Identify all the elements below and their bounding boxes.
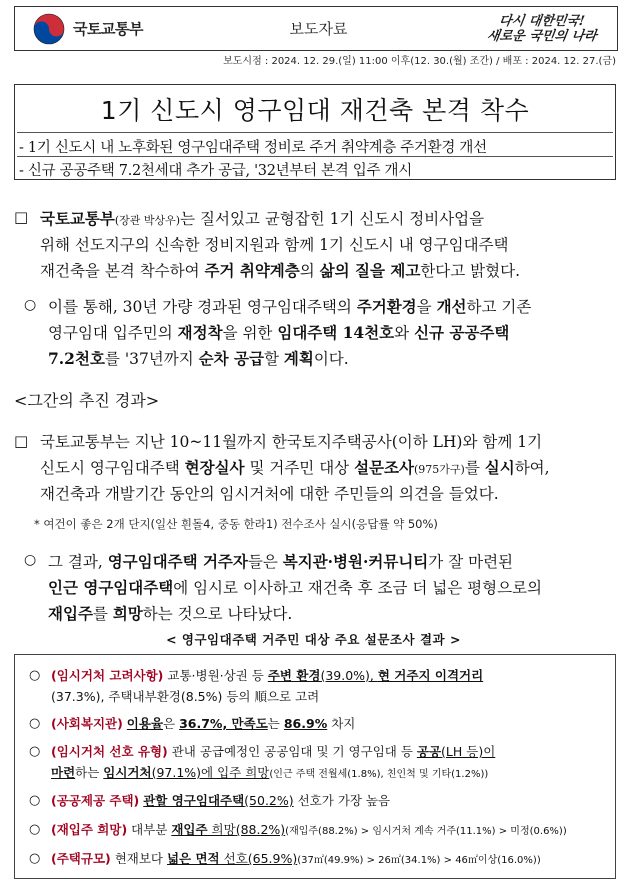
paragraph-line: 재건축과 개발기간 동안의 임시거처에 대한 주민들의 의견을 들었다. (40, 485, 499, 503)
square-bullet: □ (14, 432, 29, 450)
text-run: 는 (267, 716, 284, 731)
percent-value: (65.9%) (247, 851, 298, 866)
emphasis-text: 마련 (51, 765, 76, 780)
text-run: 하고 기존 (466, 298, 532, 316)
text-run: 선호가 가장 높음 (293, 793, 391, 808)
emphasis-text: 36.7%, 만족도 (179, 716, 268, 731)
emphasis-text: 실시 (484, 458, 515, 477)
text-run: 재건축을 본격 착수하여 (40, 262, 205, 280)
emphasis-text: 순차 공급 (198, 349, 264, 368)
emphasis-text: 넓은 면적 (166, 851, 220, 866)
emphasis-text: 주거환경 (356, 297, 417, 316)
paragraph-line (40, 455, 616, 482)
circle-bullet: ○ (29, 716, 41, 731)
circle-bullet: ○ (29, 793, 41, 808)
survey-label: (공공제공 주택) (51, 793, 140, 808)
emphasis-text: 희망 (112, 604, 143, 623)
emphasis-text: 재입주 (48, 604, 93, 623)
survey-item-reoccupancy (29, 819, 615, 842)
emphasis-text: 재입주 (171, 822, 208, 837)
text-run: 신도시 영구임대주택 (40, 459, 185, 477)
emphasis-text: 86.9% (283, 716, 328, 731)
emphasis-text: 주변 환경 (267, 668, 321, 683)
text-run: 관내 공급예정인 공공임대 및 기 영구임대 등 (167, 744, 417, 759)
emphasis-text: 현 거주지 이격거리 (377, 668, 484, 683)
text-run: 대부분 (127, 822, 172, 837)
survey-item-text (35, 790, 615, 811)
emphasis-text: 7.2천호 (48, 349, 105, 368)
percent-value: (50.2%) (244, 793, 294, 808)
emphasis-text: 임시거처 (103, 765, 152, 780)
square-bullet: □ (14, 208, 29, 226)
survey-label: (임시거처 선호 유형) (51, 744, 168, 759)
paragraph-line (48, 575, 616, 601)
minister-note: (장관 박상우) (114, 214, 181, 227)
survey-item-social-welfare (29, 713, 615, 734)
detail-note: (37㎡(49.9%) > 26㎡(34.1%) > 46㎡이상(16.0%)) (297, 855, 541, 866)
emphasis-text: 재정착 (177, 323, 223, 342)
survey-item-preferred-housing-type (29, 741, 615, 785)
document-type: 보도자료 (289, 20, 348, 38)
survey-item-temp-housing-factors (29, 665, 615, 707)
emphasis-text: 국토교통부 (40, 209, 115, 228)
paragraph-survey (40, 430, 616, 507)
emphasis-text: 개선 (436, 297, 467, 316)
survey-item-text (35, 848, 615, 871)
paragraph-line (40, 258, 616, 284)
text-run: 하는 것으로 나타났다. (142, 605, 293, 623)
emphasis-text: 계획 (283, 349, 314, 368)
text-run: 에 임시로 이사하고 재건축 후 조금 더 넓은 평형으로의 (173, 579, 543, 597)
text-run: 교통·병원·상권 등 (163, 668, 268, 683)
circle-bullet: ○ (29, 851, 41, 866)
paragraph-line (48, 294, 616, 320)
text-run: 이를 통해, 30년 가량 경과된 영구임대주택의 (48, 298, 357, 316)
text-run: 를 '37년까지 (104, 350, 199, 368)
text-run: 이다. (313, 350, 349, 368)
text-run: 희망 (207, 822, 236, 837)
text-run: 를 (464, 459, 485, 477)
survey-item-text (35, 741, 615, 785)
document-header (14, 6, 618, 51)
subtitle-1: - 1기 신도시 내 노후화된 영구임대주택 정비로 주거 취약계층 주거환경 개선 (19, 140, 487, 156)
emphasis-text: 공공 (416, 744, 442, 759)
emphasis-text: 관할 영구임대주택 (143, 793, 245, 808)
subtitle-2: - 신규 공공주택 7.2천세대 추가 공급, '32년부터 본격 입주 개시 (19, 163, 412, 179)
paragraph-line: 국토교통부는 지난 10~11월까지 한국토지주택공사(이하 LH)와 함께 1기 (40, 433, 543, 451)
text-run: 선호 (219, 851, 248, 866)
text-run: 현재보다 (110, 851, 167, 866)
section-heading: <그간의 추진 경과> (14, 391, 160, 410)
emphasis-text: 설문조사 (354, 458, 414, 477)
government-slogan (467, 7, 617, 50)
ministry-name: 국토교통부 (73, 20, 143, 38)
survey-label: (임시거처 고려사항) (51, 668, 164, 683)
paragraph-line (40, 206, 616, 233)
circle-bullet: ○ (24, 552, 37, 568)
text-run: (LH 등)이 (441, 744, 496, 759)
text-run: 의 (299, 262, 320, 280)
text-run: 하여, (514, 459, 550, 477)
circle-bullet: ○ (24, 297, 37, 313)
footnote: * 여건이 좋은 2개 단지(일산 흰돌4, 중동 한라1) 전수조사 실시(응답률 약 50%) (34, 517, 438, 531)
taegeuk-emblem-icon (33, 13, 65, 45)
emphasis-text: 현장실사 (184, 458, 245, 477)
text-run: 영구임대 입주민의 (48, 324, 178, 342)
text-run: (37.3%), 주택내부환경(8.5%) 등의 順으로 고려 (51, 689, 320, 704)
paragraph-line (48, 346, 616, 372)
emphasis-text: 삶의 질을 제고 (319, 261, 421, 280)
survey-title: < 영구임대주택 거주민 대상 주요 설문조사 결과 > (166, 632, 461, 647)
survey-label: (주택규모) (51, 851, 111, 866)
circle-bullet: ○ (29, 668, 41, 683)
slogan-line-2: 새로운 국민의 나라 (486, 28, 598, 44)
text-run: 그 결과, (48, 553, 108, 571)
emphasis-text: 복지관·병원·커뮤니티 (282, 552, 429, 571)
paragraph-line (48, 320, 616, 346)
text-run: 는 질서있고 균형잡힌 1기 신도시 정비사업을 (180, 210, 485, 228)
survey-item-text (35, 819, 615, 842)
main-title: 1기 신도시 영구임대 재건축 본격 착수 (100, 96, 530, 125)
ministry-logo (15, 7, 170, 50)
text-run: 들은 (247, 553, 283, 571)
survey-label: (사회복지관) (51, 716, 123, 731)
emphasis-text: 이용율 (126, 716, 164, 731)
text-run: 와 (394, 324, 415, 342)
percent-value: (39.0%), (320, 668, 378, 683)
text-run: 가 잘 마련된 (428, 553, 514, 571)
text-run: 을 위한 (222, 324, 278, 342)
title-box (14, 84, 616, 180)
emphasis-text: 임대주택 14천호 (277, 323, 395, 342)
percent-value: (88.2%) (235, 822, 286, 837)
paragraph-line: 위해 선도지구의 신속한 정비지원과 함께 1기 신도시 내 영구임대주택 (40, 236, 509, 254)
paragraph-line (48, 601, 616, 627)
text-run: 한다고 밝혔다. (420, 262, 521, 280)
text-run: 및 거주민 대상 (244, 459, 355, 477)
text-run: 을 (416, 298, 437, 316)
survey-item-public-housing (29, 790, 615, 811)
circle-bullet: ○ (29, 744, 41, 759)
emphasis-text: 인근 영구임대주택 (48, 578, 174, 597)
household-count: (975가구) (413, 463, 465, 476)
survey-item-text (35, 713, 615, 734)
emphasis-text: 신규 공공주택 (414, 323, 510, 342)
detail-note: (인근 주택 전월세(1.8%), 친인척 및 기타(1.2%)) (269, 769, 489, 780)
text-run: 할 (263, 350, 284, 368)
emphasis-text: 영구임대주택 거주자 (107, 552, 248, 571)
release-info: 보도시점 : 2024. 12. 29.(일) 11:00 이후(12. 30.(월) 조간) / 배포 : 2024. 12. 27.(금) (223, 56, 616, 67)
text-run: 하는 (75, 765, 104, 780)
survey-results-box (14, 654, 616, 879)
title-divider (17, 132, 613, 133)
text-run: 차지 (327, 716, 356, 731)
survey-item-text (35, 665, 615, 707)
paragraph-plan (48, 294, 616, 372)
paragraph-line (48, 549, 616, 575)
slogan-line-1: 다시 대한민국! (498, 13, 586, 29)
circle-bullet: ○ (29, 822, 41, 837)
text-run: 를 (92, 605, 113, 623)
paragraph-result (48, 549, 616, 627)
survey-label: (재입주 희망) (51, 822, 128, 837)
emphasis-text: 주거 취약계층 (204, 261, 300, 280)
paragraph-intro (40, 206, 616, 284)
text-run: 은 (163, 716, 180, 731)
detail-note: (재입주(88.2%) > 임시거처 계속 거주(11.1%) > 미정(0.6%)) (285, 826, 567, 837)
subtitle-divider (17, 156, 613, 157)
survey-item-housing-size (29, 848, 615, 871)
text-run: (97.1%)에 입주 희망 (151, 765, 270, 780)
